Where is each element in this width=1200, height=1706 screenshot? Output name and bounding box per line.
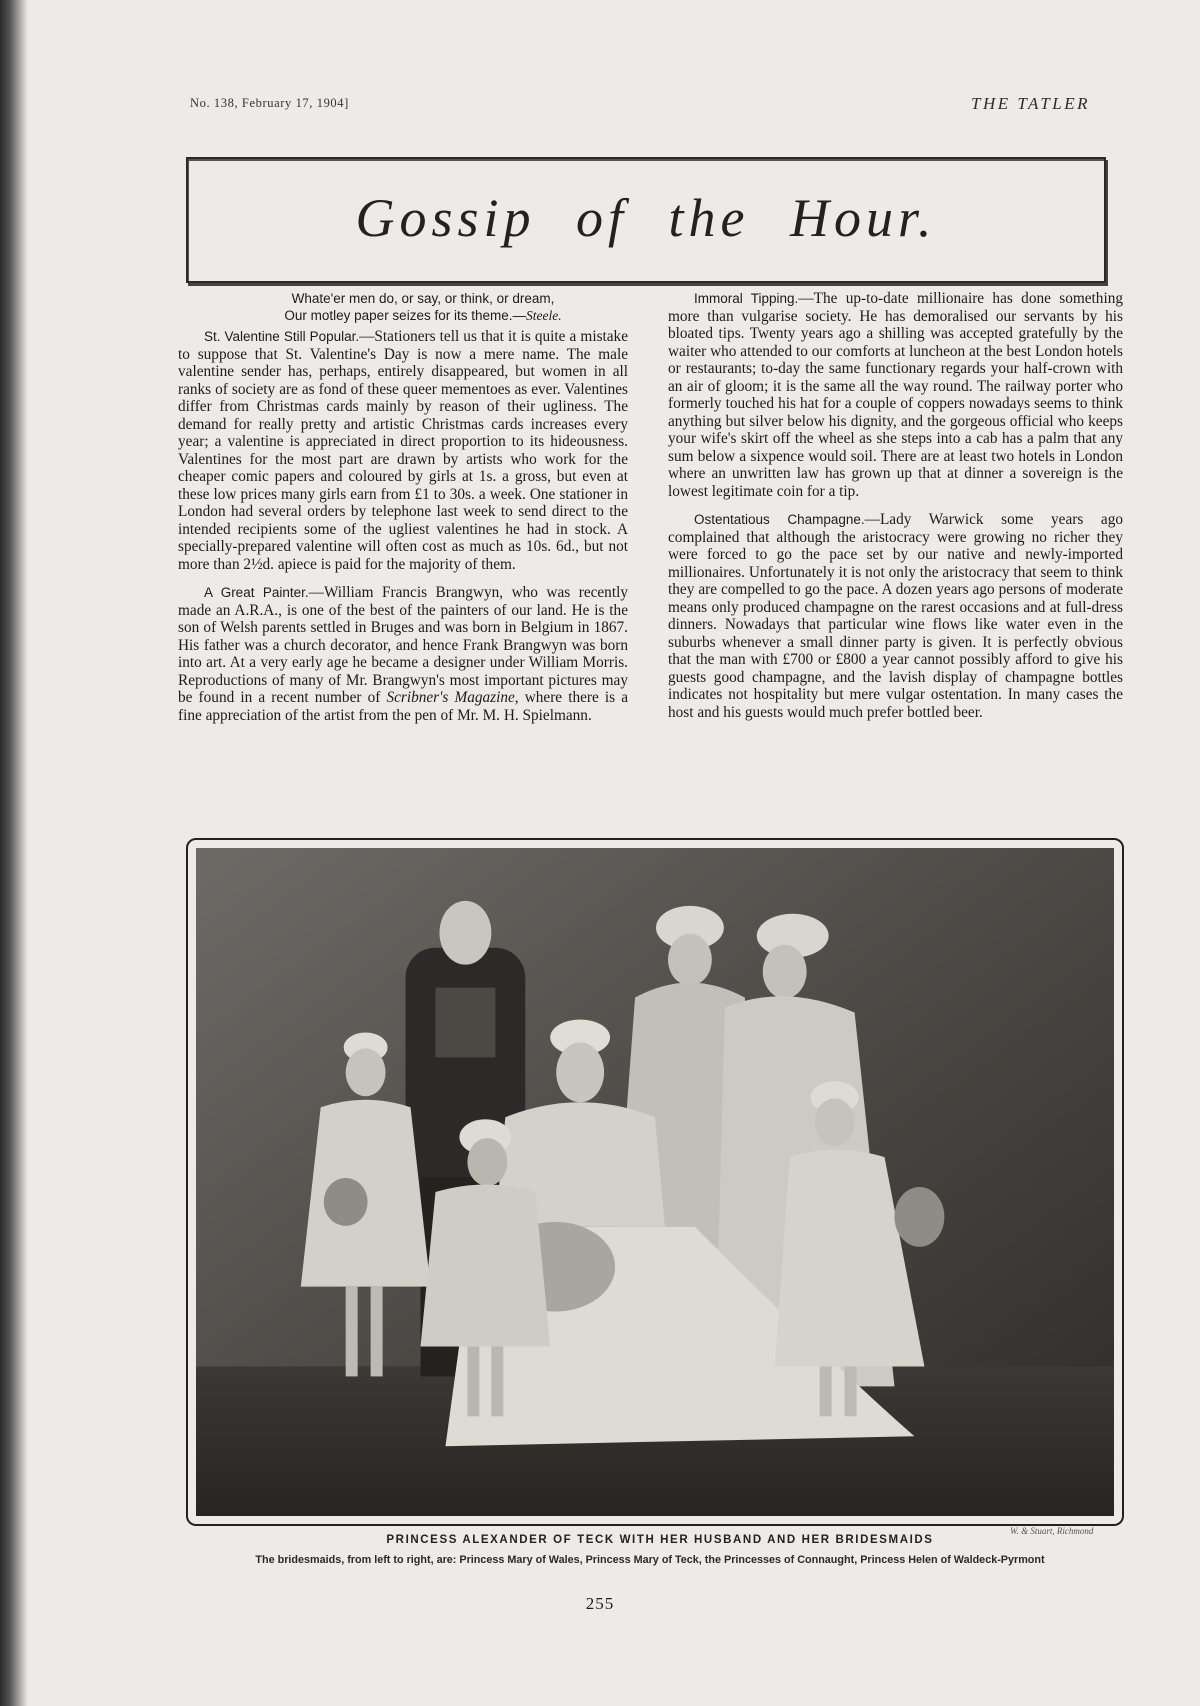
article-heading-tipping: Immoral Tipping. [694,291,799,306]
article-champagne [668,511,1123,721]
article-valentine [178,328,628,573]
photo-frame [186,838,1124,1526]
wedding-photo-illustration [196,848,1114,1516]
article-text-painter-a: —William Francis Brangwyn, who was recently made an A.R.A., is one of the best of the painters of our land. He is the son of Welsh parents settled in Bruges and was born in Belgium in 1867. His father was a church decorator, and hence Frank Brangwyn was born into art. At a very early age he became a designer under William Morris. Reproductions of many of Mr. Brangwyn's most important pictures may be found in a recent number of [178,584,628,706]
caption-text: The bridesmaids, from left to right, are: Princess Mary of Wales, Princess Mary of Teck, the Princesses of Connaught, Princess Helen of Waldeck-Pyrmont [255,1554,1045,1566]
article-heading-painter: A Great Painter. [204,585,309,600]
article-text-painter-b: , where there is a fine appreciation of the artist from the pen of Mr. M. H. Spielmann. [178,689,629,724]
wedding-photograph [196,848,1114,1516]
article-tipping [668,290,1123,500]
page-binding-edge [0,0,28,1706]
epigraph [178,290,628,324]
running-head [190,94,1090,116]
magazine-name: THE TATLER [971,94,1090,113]
epigraph-line-2-text: Our motley paper seizes for its theme.— [284,308,526,323]
article-text-champagne: —Lady Warwick some years ago complained that although the aristocracy were growing no richer they were forced to go the pace set by our native and newly-imported millionaires. Unfortunately it is not only the aristocracy that seem to think they are compelled to go the pace. A dozen years ago persons of moderate means only produced champagne on the rarest occasions and at full-dress dinners. Nowadays that particular wine flows like water even in the suburbs whenever a small dinner party is given. It is perfectly obvious that the man with £700 or £800 a year cannot possibly afford to give his guests good champagne, and the lavish display of champagne bottles indicates not hospitality but mere vulgar ostentation. In many cases the host and his guests would much prefer bottled beer. [668,511,1123,721]
issue-line: No. 138, February 17, 1904] [190,96,349,110]
article-text-valentine: —Stationers tell us that it is quite a mistake to suppose that St. Valentine's Day is now a mere name. The male valentine sender has, perhaps, entirely disappeared, but women in all ranks of society are as fond of these queer mementoes as ever. Valentines differ from Christmas cards mainly by reason of their ugliness. The demand for really pretty and artistic Christmas cards increases every year; a valentine is appreciated in direct proportion to its hideousness. Valentines for the most part are drawn by artists who work for the cheaper comic papers and coloured by girls at 1s. a gross, but even at these low prices many girls earn from £1 to 30s. a week. One stationer in London had several orders by telephone last week to send direct to the intended recipients some of the ugliest valentines he had in stock. A specially-prepared valentine will often cost as much as 10s. 6d., but not more than 2½d. apiece is paid for the majority of them. [178,328,628,573]
magazine-reference: Scribner's Magazine [386,689,515,706]
page-number: 255 [585,1594,615,1613]
caption-title: PRINCESS ALEXANDER OF TECK WITH HER HUSBAND AND HER BRIDESMAIDS [386,1534,934,1546]
article-text-tipping: —The up-to-date millionaire has done something more than vulgarise society. He has demoralised our servants by his bloated tips. Twenty years ago a shilling was accepted gratefully by the waiter who attended to our comforts at luncheon at the best London hotels or restaurants; to-day the same functionary regards your half-crown with an air of gloom; it is the same all the way round. The railway porter who formerly touched his hat for a couple of coppers nowadays seems to think anything but silver below his dignity, and the gorgeous official who keeps your wife's skirt off the wheel as she steps into a cab has a palm that any sum below a sixpence would soil. There are at least two hotels in London where an unwritten law has grown up that at dinner a sovereign is the lowest legitimate coin for a tip. [668,290,1123,500]
photo-credit: W. & Stuart, Richmond [1010,1526,1094,1536]
title-box [186,157,1106,283]
epigraph-line-1: Whate'er men do, or say, or think, or dream, [291,291,555,306]
page-title: Gossip of the Hour. [355,188,937,248]
left-column [178,290,628,735]
epigraph-attribution: Steele. [525,308,562,323]
article-heading-valentine: St. Valentine Still Popular. [204,329,360,344]
article-heading-champagne: Ostentatious Champagne. [694,512,865,527]
epigraph-line-2 [218,307,628,324]
right-column [668,290,1123,732]
article-painter [178,584,628,724]
